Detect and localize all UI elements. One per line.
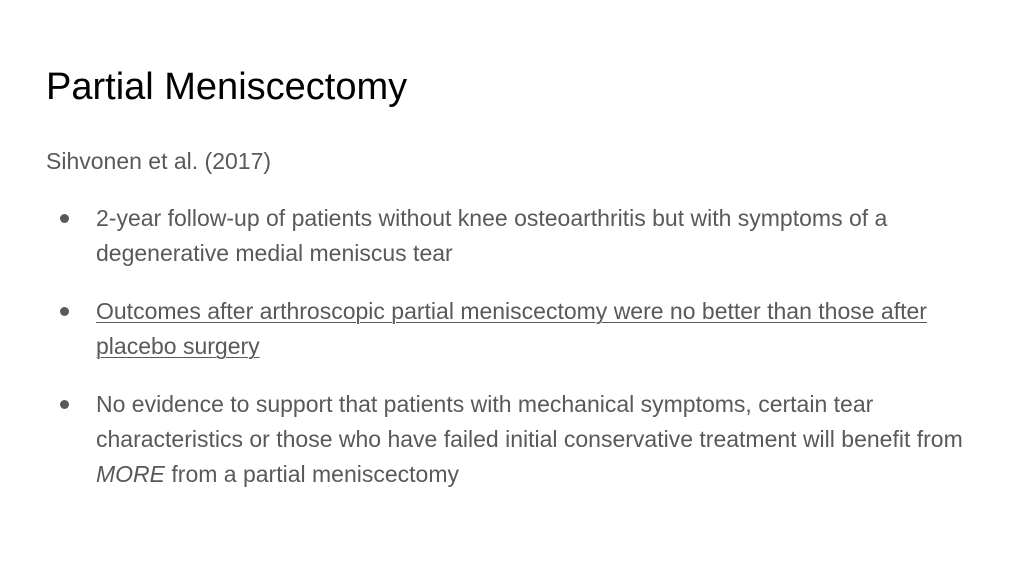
- bullet-item: [46, 294, 996, 364]
- bullet-text: [96, 391, 963, 487]
- bullet-text-emphasis: MORE: [96, 461, 165, 487]
- bullet-text: 2-year follow-up of patients without knee osteoarthritis but with symptoms of a degenerative medial meniscus tear: [96, 205, 888, 266]
- bullet-item: [46, 201, 996, 271]
- bullet-dot-icon: [60, 214, 69, 223]
- bullet-text-end: from a partial meniscectomy: [165, 461, 459, 487]
- bullet-dot-icon: [60, 307, 69, 316]
- bullet-list: [46, 201, 996, 515]
- bullet-text-underlined: Outcomes after arthroscopic partial meniscectomy were no better than those after placebo surgery: [96, 298, 927, 359]
- bullet-dot-icon: [60, 400, 69, 409]
- bullet-text-start: No evidence to support that patients with mechanical symptoms, certain tear characteristics or those who have failed initial conservative treatment will benefit from: [96, 391, 963, 452]
- slide-subtitle: Sihvonen et al. (2017): [46, 148, 272, 174]
- bullet-item: [46, 387, 996, 492]
- slide-title: Partial Meniscectomy: [46, 66, 408, 108]
